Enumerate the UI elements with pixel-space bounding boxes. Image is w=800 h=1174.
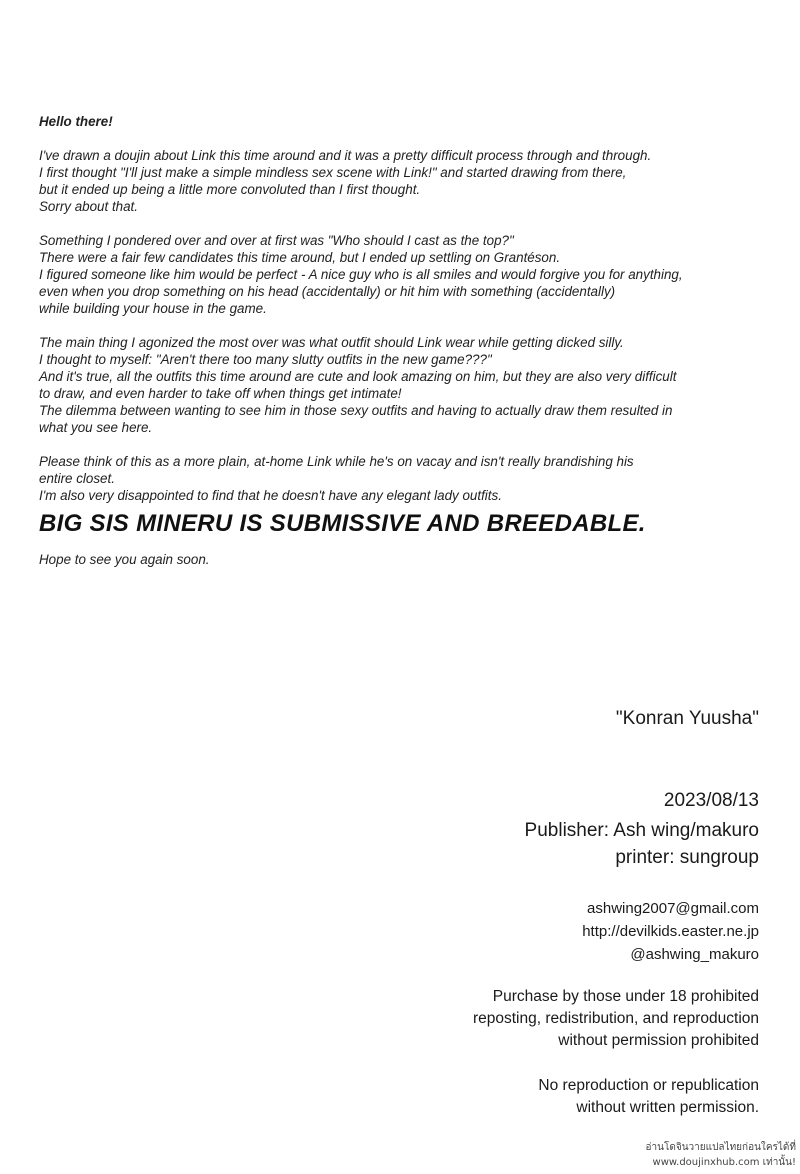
letter-line: I thought to myself: "Aren't there too many slutty outfits in the new game???" [39,352,492,367]
letter-line: Something I pondered over and over at first was "Who should I cast as the top?" [39,233,514,248]
letter-line: but it ended up being a little more convoluted than I first thought. [39,182,421,197]
letter-paragraph [39,147,769,215]
publication-date: 2023/08/13 [663,790,759,811]
letter-line: Please think of this as a more plain, at-home Link while he's on vacay and isn't really brandishing his [39,454,634,469]
printer-text: printer: sungroup [615,847,759,868]
publisher-text: Publisher: Ash wing/makuro [524,820,759,841]
publisher-block [525,817,759,871]
letter-line: Sorry about that. [39,199,138,214]
letter-line: I'm also very disappointed to find that he doesn't have any elegant lady outfits. [39,488,502,503]
letter-line: There were a fair few candidates this time around, but I ended up settling on Grantéson. [39,250,561,265]
letter-closing: Hope to see you again soon. [39,552,210,567]
letter-headline: BIG SIS MINERU IS SUBMISSIVE AND BREEDABLE. [39,510,646,537]
letter-line: to draw, and even harder to take off when things get intimate! [39,386,402,401]
letter-greeting: Hello there! [39,114,113,129]
letter-paragraph [39,334,769,436]
watermark-line: www.doujinxhub.com เท่านั้น! [652,1157,796,1168]
contact-email: ashwing2007@gmail.com [587,900,759,917]
letter-paragraph [39,453,769,504]
contact-handle: @ashwing_makuro [630,946,759,963]
notice-line: reposting, redistribution, and reproduction [472,1010,759,1027]
letter-line: I've drawn a doujin about Link this time around and it was a pretty difficult process through and through. [39,148,652,163]
rights-line: without written permission. [576,1099,759,1116]
letter-line: The main thing I agonized the most over was what outfit should Link wear while getting dicked silly. [39,335,624,350]
letter-line: even when you drop something on his head (accidentally) or hit him with something (accidentally) [39,284,616,299]
scanlation-watermark [646,1140,796,1170]
rights-line: No reproduction or republication [538,1077,759,1094]
letter-line: The dilemma between wanting to see him in those sexy outfits and having to actually draw them resulted in [39,403,673,418]
letter-line: I figured someone like him would be perfect - A nice guy who is all smiles and would forgive you for anything, [39,267,683,282]
letter-line: And it's true, all the outfits this time around are cute and look amazing on him, but they are also very difficult [39,369,677,384]
letter-line: while building your house in the game. [39,301,267,316]
letter-paragraph [39,232,769,317]
watermark-line: อ่านโดจินวายแปลไทยก่อนใครได้ที่ [645,1142,796,1153]
contact-block [582,897,759,966]
letter-line: what you see here. [39,420,153,435]
notice-line: Purchase by those under 18 prohibited [492,988,759,1005]
notice-line: without permission prohibited [558,1032,759,1049]
legal-notice [473,986,759,1052]
book-title: "Konran Yuusha" [615,708,759,729]
contact-website: http://devilkids.easter.ne.jp [582,923,759,940]
letter-line: entire closet. [39,471,115,486]
rights-notice [538,1075,759,1119]
afterword-letter [39,113,769,521]
letter-line: I first thought "I'll just make a simple mindless sex scene with Link!" and started drawing from there, [39,165,627,180]
